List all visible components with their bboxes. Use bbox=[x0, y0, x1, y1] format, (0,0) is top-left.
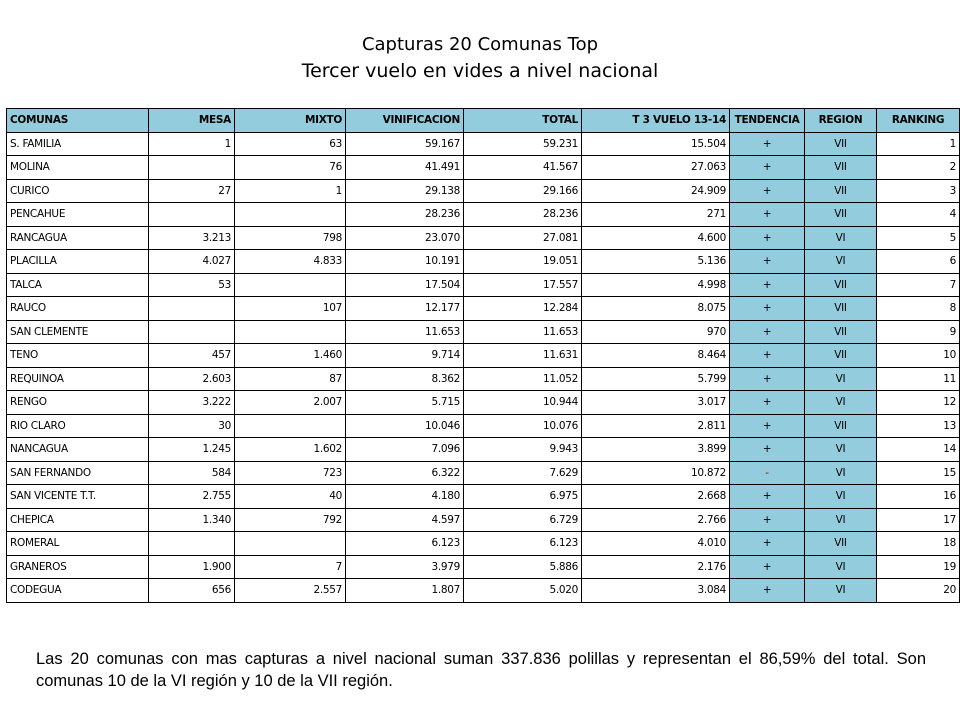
cell-tendencia: + bbox=[730, 485, 805, 509]
cell-mesa: 457 bbox=[149, 344, 235, 368]
cell-region: VII bbox=[805, 532, 877, 556]
cell-mixto: 1.460 bbox=[235, 344, 346, 368]
cell-tendencia: + bbox=[730, 344, 805, 368]
cell-tendencia: + bbox=[730, 132, 805, 156]
cell-comuna: RAUCO bbox=[7, 297, 149, 321]
cell-vinificacion: 10.191 bbox=[346, 250, 464, 274]
cell-total: 27.081 bbox=[464, 226, 582, 250]
cell-ranking: 15 bbox=[877, 461, 960, 485]
cell-mesa: 2.755 bbox=[149, 485, 235, 509]
cell-vinificacion: 11.653 bbox=[346, 320, 464, 344]
cell-mixto: 798 bbox=[235, 226, 346, 250]
table-row bbox=[7, 485, 960, 509]
cell-mixto: 87 bbox=[235, 367, 346, 391]
table-row bbox=[7, 250, 960, 274]
cell-tendencia: + bbox=[730, 156, 805, 180]
cell-ranking: 6 bbox=[877, 250, 960, 274]
cell-region: VI bbox=[805, 579, 877, 603]
cell-total: 41.567 bbox=[464, 156, 582, 180]
cell-t3-vuelo: 2.766 bbox=[582, 508, 730, 532]
cell-t3-vuelo: 8.075 bbox=[582, 297, 730, 321]
header-vinificacion: VINIFICACION bbox=[346, 109, 464, 133]
cell-ranking: 5 bbox=[877, 226, 960, 250]
cell-t3-vuelo: 8.464 bbox=[582, 344, 730, 368]
table-row bbox=[7, 438, 960, 462]
cell-tendencia: + bbox=[730, 273, 805, 297]
cell-vinificacion: 59.167 bbox=[346, 132, 464, 156]
cell-total: 7.629 bbox=[464, 461, 582, 485]
cell-mesa: 656 bbox=[149, 579, 235, 603]
cell-comuna: GRANEROS bbox=[7, 555, 149, 579]
header-tendencia: TENDENCIA bbox=[730, 109, 805, 133]
cell-mixto bbox=[235, 273, 346, 297]
page-title: Capturas 20 Comunas Top bbox=[361, 34, 599, 55]
cell-mixto bbox=[235, 532, 346, 556]
cell-region: VI bbox=[805, 391, 877, 415]
cell-vinificacion: 4.180 bbox=[346, 485, 464, 509]
summary-text: Las 20 comunas con mas capturas a nivel nacional suman 337.836 polillas y representan el 86,59% del total. Son comunas 10 de la VI región y 10 de la VII región. bbox=[36, 650, 926, 690]
cell-total: 10.076 bbox=[464, 414, 582, 438]
cell-t3-vuelo: 24.909 bbox=[582, 179, 730, 203]
cell-ranking: 2 bbox=[877, 156, 960, 180]
table-row bbox=[7, 320, 960, 344]
table-row bbox=[7, 555, 960, 579]
cell-t3-vuelo: 15.504 bbox=[582, 132, 730, 156]
cell-total: 10.944 bbox=[464, 391, 582, 415]
cell-vinificacion: 41.491 bbox=[346, 156, 464, 180]
cell-vinificacion: 8.362 bbox=[346, 367, 464, 391]
table-row bbox=[7, 273, 960, 297]
cell-comuna: PENCAHUE bbox=[7, 203, 149, 227]
cell-comuna: CURICO bbox=[7, 179, 149, 203]
cell-vinificacion: 12.177 bbox=[346, 297, 464, 321]
cell-t3-vuelo: 4.010 bbox=[582, 532, 730, 556]
cell-comuna: MOLINA bbox=[7, 156, 149, 180]
cell-comuna: SAN CLEMENTE bbox=[7, 320, 149, 344]
cell-ranking: 7 bbox=[877, 273, 960, 297]
cell-vinificacion: 9.714 bbox=[346, 344, 464, 368]
cell-tendencia: + bbox=[730, 179, 805, 203]
header-comunas: COMUNAS bbox=[7, 109, 149, 133]
cell-mesa: 27 bbox=[149, 179, 235, 203]
cell-vinificacion: 7.096 bbox=[346, 438, 464, 462]
table-row bbox=[7, 156, 960, 180]
cell-ranking: 18 bbox=[877, 532, 960, 556]
cell-total: 29.166 bbox=[464, 179, 582, 203]
cell-region: VII bbox=[805, 179, 877, 203]
cell-mesa bbox=[149, 156, 235, 180]
cell-vinificacion: 17.504 bbox=[346, 273, 464, 297]
cell-ranking: 16 bbox=[877, 485, 960, 509]
cell-region: VII bbox=[805, 203, 877, 227]
cell-mesa: 53 bbox=[149, 273, 235, 297]
cell-total: 28.236 bbox=[464, 203, 582, 227]
cell-ranking: 19 bbox=[877, 555, 960, 579]
cell-t3-vuelo: 5.136 bbox=[582, 250, 730, 274]
cell-comuna: PLACILLA bbox=[7, 250, 149, 274]
cell-total: 11.653 bbox=[464, 320, 582, 344]
cell-total: 59.231 bbox=[464, 132, 582, 156]
table-row bbox=[7, 367, 960, 391]
cell-tendencia: + bbox=[730, 532, 805, 556]
header-region: REGION bbox=[805, 109, 877, 133]
cell-tendencia: + bbox=[730, 250, 805, 274]
cell-t3-vuelo: 4.998 bbox=[582, 273, 730, 297]
cell-mesa: 30 bbox=[149, 414, 235, 438]
cell-mesa: 2.603 bbox=[149, 367, 235, 391]
captures-table bbox=[6, 108, 960, 603]
cell-t3-vuelo: 3.899 bbox=[582, 438, 730, 462]
cell-total: 5.886 bbox=[464, 555, 582, 579]
table-row bbox=[7, 391, 960, 415]
cell-mesa: 1.900 bbox=[149, 555, 235, 579]
cell-t3-vuelo: 4.600 bbox=[582, 226, 730, 250]
cell-comuna: CODEGUA bbox=[7, 579, 149, 603]
cell-total: 12.284 bbox=[464, 297, 582, 321]
table-row bbox=[7, 344, 960, 368]
cell-total: 11.631 bbox=[464, 344, 582, 368]
cell-ranking: 20 bbox=[877, 579, 960, 603]
cell-tendencia: + bbox=[730, 320, 805, 344]
cell-region: VII bbox=[805, 297, 877, 321]
cell-t3-vuelo: 27.063 bbox=[582, 156, 730, 180]
cell-mixto: 63 bbox=[235, 132, 346, 156]
cell-mesa: 584 bbox=[149, 461, 235, 485]
cell-ranking: 3 bbox=[877, 179, 960, 203]
cell-region: VII bbox=[805, 320, 877, 344]
cell-mixto: 2.007 bbox=[235, 391, 346, 415]
cell-region: VI bbox=[805, 555, 877, 579]
cell-mixto: 107 bbox=[235, 297, 346, 321]
table-row bbox=[7, 132, 960, 156]
cell-total: 6.729 bbox=[464, 508, 582, 532]
cell-mesa bbox=[149, 320, 235, 344]
cell-total: 19.051 bbox=[464, 250, 582, 274]
cell-comuna: CHEPICA bbox=[7, 508, 149, 532]
table-row bbox=[7, 297, 960, 321]
cell-tendencia: + bbox=[730, 391, 805, 415]
cell-ranking: 13 bbox=[877, 414, 960, 438]
cell-vinificacion: 29.138 bbox=[346, 179, 464, 203]
cell-vinificacion: 4.597 bbox=[346, 508, 464, 532]
cell-mesa: 3.222 bbox=[149, 391, 235, 415]
cell-region: VI bbox=[805, 250, 877, 274]
cell-mixto bbox=[235, 414, 346, 438]
cell-t3-vuelo: 3.017 bbox=[582, 391, 730, 415]
cell-mixto: 76 bbox=[235, 156, 346, 180]
cell-mixto: 1 bbox=[235, 179, 346, 203]
cell-t3-vuelo: 10.872 bbox=[582, 461, 730, 485]
table-row bbox=[7, 414, 960, 438]
cell-ranking: 11 bbox=[877, 367, 960, 391]
cell-comuna: SAN FERNANDO bbox=[7, 461, 149, 485]
cell-ranking: 12 bbox=[877, 391, 960, 415]
header-total: TOTAL bbox=[464, 109, 582, 133]
cell-ranking: 4 bbox=[877, 203, 960, 227]
table-row bbox=[7, 179, 960, 203]
cell-vinificacion: 28.236 bbox=[346, 203, 464, 227]
cell-total: 6.123 bbox=[464, 532, 582, 556]
cell-comuna: SAN VICENTE T.T. bbox=[7, 485, 149, 509]
cell-region: VI bbox=[805, 485, 877, 509]
cell-region: VI bbox=[805, 367, 877, 391]
cell-region: VII bbox=[805, 156, 877, 180]
cell-ranking: 9 bbox=[877, 320, 960, 344]
table-body bbox=[7, 132, 960, 602]
table-row bbox=[7, 532, 960, 556]
cell-vinificacion: 5.715 bbox=[346, 391, 464, 415]
cell-total: 17.557 bbox=[464, 273, 582, 297]
cell-region: VII bbox=[805, 344, 877, 368]
cell-comuna: S. FAMILIA bbox=[7, 132, 149, 156]
cell-mixto bbox=[235, 320, 346, 344]
cell-total: 6.975 bbox=[464, 485, 582, 509]
cell-mesa bbox=[149, 203, 235, 227]
cell-mesa bbox=[149, 297, 235, 321]
cell-ranking: 10 bbox=[877, 344, 960, 368]
cell-comuna: TENO bbox=[7, 344, 149, 368]
header-mixto: MIXTO bbox=[235, 109, 346, 133]
cell-mixto: 1.602 bbox=[235, 438, 346, 462]
cell-tendencia: + bbox=[730, 555, 805, 579]
cell-comuna: RIO CLARO bbox=[7, 414, 149, 438]
cell-mixto: 792 bbox=[235, 508, 346, 532]
cell-vinificacion: 6.123 bbox=[346, 532, 464, 556]
cell-ranking: 14 bbox=[877, 438, 960, 462]
cell-tendencia: + bbox=[730, 367, 805, 391]
cell-comuna: TALCA bbox=[7, 273, 149, 297]
cell-comuna: NANCAGUA bbox=[7, 438, 149, 462]
cell-comuna: ROMERAL bbox=[7, 532, 149, 556]
cell-tendencia: + bbox=[730, 579, 805, 603]
cell-mesa: 1 bbox=[149, 132, 235, 156]
title-block bbox=[0, 32, 960, 84]
cell-ranking: 8 bbox=[877, 297, 960, 321]
cell-mixto: 2.557 bbox=[235, 579, 346, 603]
cell-t3-vuelo: 3.084 bbox=[582, 579, 730, 603]
header-ranking: RANKING bbox=[877, 109, 960, 133]
cell-t3-vuelo: 2.811 bbox=[582, 414, 730, 438]
table-row bbox=[7, 203, 960, 227]
cell-mixto: 7 bbox=[235, 555, 346, 579]
cell-vinificacion: 23.070 bbox=[346, 226, 464, 250]
cell-ranking: 1 bbox=[877, 132, 960, 156]
cell-t3-vuelo: 2.668 bbox=[582, 485, 730, 509]
cell-region: VI bbox=[805, 461, 877, 485]
cell-vinificacion: 6.322 bbox=[346, 461, 464, 485]
cell-comuna: RANCAGUA bbox=[7, 226, 149, 250]
cell-t3-vuelo: 970 bbox=[582, 320, 730, 344]
cell-tendencia: + bbox=[730, 438, 805, 462]
cell-mesa: 1.340 bbox=[149, 508, 235, 532]
cell-tendencia: + bbox=[730, 508, 805, 532]
cell-mixto bbox=[235, 203, 346, 227]
cell-total: 5.020 bbox=[464, 579, 582, 603]
cell-comuna: RENGO bbox=[7, 391, 149, 415]
cell-tendencia: - bbox=[730, 461, 805, 485]
header-t3-vuelo: T 3 VUELO 13-14 bbox=[582, 109, 730, 133]
cell-mesa: 1.245 bbox=[149, 438, 235, 462]
cell-t3-vuelo: 5.799 bbox=[582, 367, 730, 391]
cell-region: VI bbox=[805, 508, 877, 532]
cell-comuna: REQUINOA bbox=[7, 367, 149, 391]
cell-vinificacion: 1.807 bbox=[346, 579, 464, 603]
cell-total: 11.052 bbox=[464, 367, 582, 391]
cell-region: VII bbox=[805, 414, 877, 438]
cell-vinificacion: 3.979 bbox=[346, 555, 464, 579]
cell-ranking: 17 bbox=[877, 508, 960, 532]
cell-mixto: 4.833 bbox=[235, 250, 346, 274]
cell-mesa: 4.027 bbox=[149, 250, 235, 274]
table-row bbox=[7, 579, 960, 603]
table-row bbox=[7, 461, 960, 485]
cell-region: VII bbox=[805, 132, 877, 156]
cell-mixto: 723 bbox=[235, 461, 346, 485]
cell-mesa bbox=[149, 532, 235, 556]
cell-t3-vuelo: 2.176 bbox=[582, 555, 730, 579]
cell-region: VI bbox=[805, 226, 877, 250]
table-row bbox=[7, 508, 960, 532]
cell-tendencia: + bbox=[730, 414, 805, 438]
table-row bbox=[7, 226, 960, 250]
cell-region: VI bbox=[805, 438, 877, 462]
cell-tendencia: + bbox=[730, 297, 805, 321]
cell-mesa: 3.213 bbox=[149, 226, 235, 250]
cell-region: VII bbox=[805, 273, 877, 297]
page-subtitle: Tercer vuelo en vides a nivel nacional bbox=[301, 60, 659, 82]
cell-vinificacion: 10.046 bbox=[346, 414, 464, 438]
header-mesa: MESA bbox=[149, 109, 235, 133]
cell-total: 9.943 bbox=[464, 438, 582, 462]
cell-mixto: 40 bbox=[235, 485, 346, 509]
cell-t3-vuelo: 271 bbox=[582, 203, 730, 227]
cell-tendencia: + bbox=[730, 226, 805, 250]
header-row bbox=[7, 109, 960, 133]
cell-tendencia: + bbox=[730, 203, 805, 227]
